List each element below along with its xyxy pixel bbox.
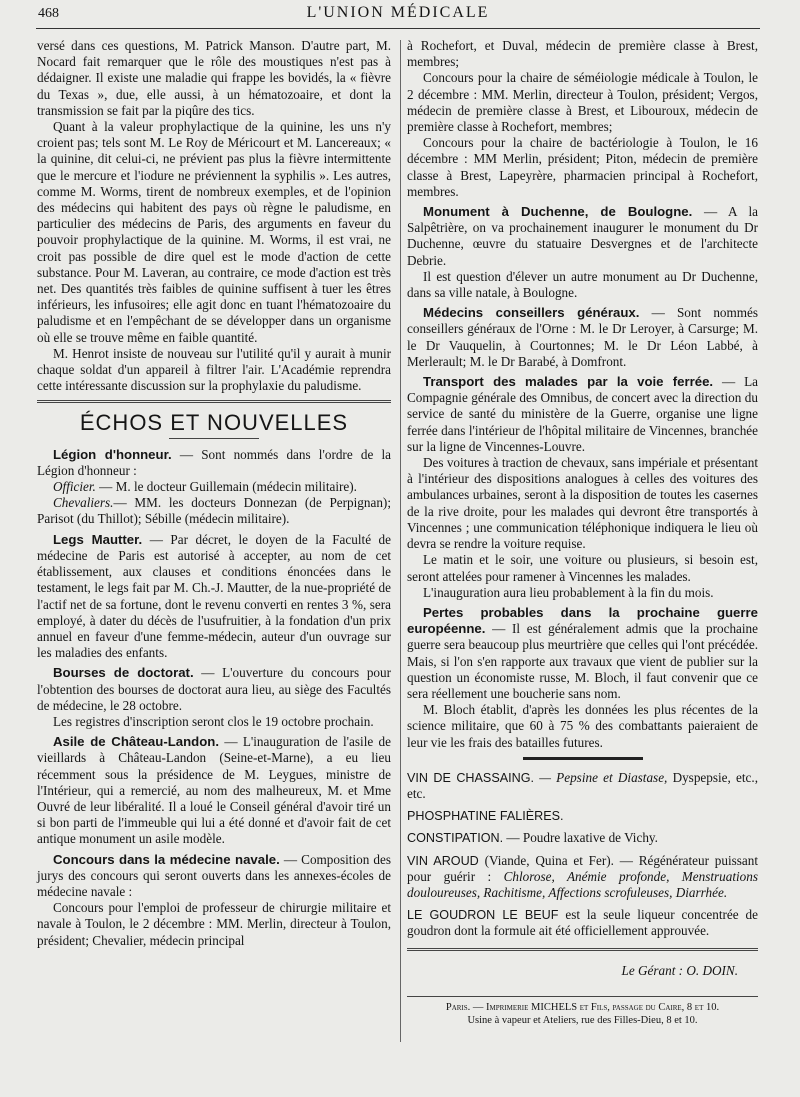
page-number: 468 xyxy=(38,6,59,21)
ad-item: VIN DE CHASSAING. — Pepsine et Diastase, Dyspepsie, etc., etc. xyxy=(407,769,758,801)
paragraph: M. Henrot insiste de nouveau sur l'utilité qu'il y aurait à munir chaque soldat d'un appareil à filtrer l'air. L'Académie reprendra cette intéressante discussion sur la prophylaxie du paludisme. xyxy=(37,345,391,394)
item-title: Asile de Château-Landon. xyxy=(53,734,219,750)
ad-item: VIN AROUD (Viande, Quina et Fer). — Régénérateur puissant pour guérir : Chlorose, Anémie profonde, Menstruations douloureuses, Rachitisme, Affections scrofuleuses, Diarrhée. xyxy=(407,852,759,900)
news-item: Asile de Château-Landon. — L'inauguration de l'asile de vieillards à Château-Landon (Seine-et-Marne), a eu lieu récemment sous la présidence de M. Leygues, ministre de l'Intérieur, qui a remercié, au nom des malheureux, M. et Mme Ouvré de leur libéralité. Il a loué le Conseil général d'avoir tiré un si bon parti de l'immeuble qui lui a été donné et d'avoir fait de cet antique monument un asile modèle. xyxy=(37,734,392,847)
news-item: Officier. — M. le docteur Guillemain (médecin militaire). xyxy=(53,479,357,495)
section-divider xyxy=(523,757,643,760)
section-divider xyxy=(407,948,758,951)
section-title: ÉCHOS ET NOUVELLES xyxy=(79,410,349,436)
news-item: Bourses de doctorat. — L'ouverture du concours pour l'obtention des bourses de doctorat aura lieu, au siège des Facultés de médecine, le 28 octobre. xyxy=(37,665,391,713)
paragraph: Concours pour la chaire de séméiologie médicale à Toulon, le 2 décembre : MM. Merlin, directeur à Toulon, président; Vergos, médecin de première classe à Brest, et Libouroux, médecin de première classe à Rochefort, membres; xyxy=(407,70,758,135)
paragraph: Il est question d'élever un autre monument au Dr Duchenne, dans sa ville natale, à Boulogne. xyxy=(407,268,758,301)
running-title: L'UNION MÉDICALE xyxy=(306,4,490,21)
left-column xyxy=(37,38,391,949)
paragraph: versé dans ces questions, M. Patrick Manson. D'autre part, M. Nocard fait remarquer que le rôle des moustiques n'est pas à dédaigner. Il existe une maladie qui frappe les bovidés, la « fièvre du Texas », due, elle aussi, à un hématozoaire, et dont la transmission se fait par la piqûre des tics. xyxy=(37,38,391,118)
news-item: Pertes probables dans la prochaine guerre européenne. — Il est généralement admis que la prochaine guerre sera beaucoup plus meurtrière que celles qui l'ont précédée. Mais, si l'on s'en rapporte aux travaux que vient de publier sur la question un économiste russe, M. Bloch, il faut convenir que ce sera réellement une boucherie sans nom. xyxy=(407,604,758,701)
paragraph: à Rochefort, et Duval, médecin de première classe à Brest, membres; xyxy=(407,38,758,70)
paragraph: Concours pour l'emploi de professeur de chirurgie militaire et navale à Toulon, le 2 décembre : MM. Merlin, directeur à Toulon, président; Chevalier, médecin principal xyxy=(37,900,391,948)
paragraph: Les registres d'inscription seront clos le 19 octobre prochain. xyxy=(53,713,374,729)
news-item: Monument à Duchenne, de Boulogne. — A la Salpêtrière, on va prochainement inaugurer le monument du Dr Duchenne, œuvre du statuaire Desvergnes et de l'architecte Debrie. xyxy=(407,204,758,268)
news-item: Chevaliers.— MM. les docteurs Donnezan (de Perpignan); Parisot (du Thillot); Sébille (médecin militaire). xyxy=(37,495,391,527)
paragraph: Quant à la valeur prophylactique de la quinine, les uns n'y croient pas; tels sont M. Le Roy de Méricourt et M. Lancereaux; « la quinine, dit celui-ci, ne prévient pas plus la fièvre intermittente que le mercure et l'iodure ne préviennent la syphilis ». Les autres, comme M. Worms, tirent de nombreux exemples, et de l'opinion des médecins qui habitent des pays où règne le paludisme, en particulier des médecins de Paris, des arguments en faveur du pouvoir prophylactique de la quinine. M. Worms, il est vrai, ne croit pas possible de dire quel est le mode d'action de cette substance. Pour M. Laveran, au contraire, ce mode d'action est très net. Des quantités très faibles de quinine suffisent à tuer les êtres inférieurs, les infusoires; elle agit donc en tuant l'hématozoaire du paludisme et en l'empêchant de se développer dans un organisme où elle se trouve même en faible quantité. xyxy=(37,119,391,345)
page-header xyxy=(38,4,758,26)
printer-imprint: Paris. — Imprimerie MICHELS et Fils, passage du Caire, 8 et 10. Usine à vapeur et Ateliers, rue des Filles-Dieu, 8 et 10. xyxy=(407,996,758,1027)
ad-item: LE GOUDRON LE BEUF est la seule liqueur concentrée de goudron dont la formule ait été officiellement approuvée. xyxy=(407,907,758,939)
right-column xyxy=(407,38,758,979)
header-rule xyxy=(36,28,760,29)
advertisements xyxy=(407,770,758,940)
paragraph: M. Bloch établit, d'après les données les plus récentes de la science militaire, que 60 à 75 % des combattants paieraient de leur vie les frais des batailles futures. xyxy=(407,702,758,750)
title-underline xyxy=(169,438,259,439)
news-item: Légion d'honneur. — Sont nommés dans l'ordre de la Légion d'honneur : xyxy=(37,446,392,478)
gerant-signature: Le Gérant : O. DOIN. xyxy=(621,962,738,978)
item-title: Pertes probables dans la prochaine guerre européenne. xyxy=(407,604,758,637)
section-divider xyxy=(37,400,391,403)
item-title: Médecins conseillers généraux. xyxy=(423,305,640,321)
paragraph: L'inauguration aura lieu probablement à la fin du mois. xyxy=(423,584,714,600)
item-title: Concours dans la médecine navale. xyxy=(53,851,280,867)
news-item: Médecins conseillers généraux. — Sont nommés conseillers généraux de l'Orne : M. le Dr Leroyer, à Carsurge; M. le Dr Vauquelin, à Courtonnes; M. le Dr Léon Labbé, à Merlerault; M. le Dr Barabé, à Domfront. xyxy=(407,305,759,369)
column-divider xyxy=(400,40,401,1042)
item-title: Bourses de doctorat. xyxy=(53,665,194,681)
news-item: Concours dans la médecine navale. — Composition des jurys des concours qui seront ouverts dans les annexes-écoles de médecine navale : xyxy=(37,851,391,899)
item-title: Transport des malades par la voie ferrée. xyxy=(423,374,714,390)
ad-item: PHOSPHATINE FALIÈRES. xyxy=(407,809,564,824)
paragraph: Des voitures à traction de chevaux, sans impériale et présentant à l'intérieur des dispositions analogues à celles des voitures des ambulances urbaines, seront à la disposition de toutes les casernes de la rive droite, pour les malades qui devront être transportés à Vincennes ; une communication téléphonique indiquera le lieu où devra se rendre la voiture requise. xyxy=(407,455,758,552)
paragraph: Le matin et le soir, une voiture ou plusieurs, si besoin est, seront attelées pour ramener à Vincennes les malades. xyxy=(407,552,758,584)
item-title: Legs Mautter. xyxy=(53,531,143,547)
item-title: Monument à Duchenne, de Boulogne. xyxy=(423,204,693,220)
item-title: Légion d'honneur. xyxy=(53,446,172,462)
news-item: Legs Mautter. — Par décret, le doyen de la Faculté de médecine de Paris est autorisé à accepter, au nom de cet établissement, aux clauses et conditions énoncées dans le testament, le legs fait par M. Ch.-J. Mautter, de la nue-propriété de l'actif net de sa fortune, dont le revenu converti en rentes 3 %, sera employé, à dater du décès de l'usufruitier, à la fondation d'un prix annuel en faveur d'une femme-médecin, auteur d'un ouvrage sur les maladies des enfants. xyxy=(37,531,391,661)
ad-item: CONSTIPATION. — Poudre laxative de Vichy. xyxy=(407,830,658,846)
news-item: Transport des malades par la voie ferrée. — La Compagnie générale des Omnibus, de concert avec la direction du service de santé du ministère de la Guerre, organise une ligne ferrée dans l'intérieur de l'hôpital militaire de Vincennes, branchée sur la ligne de Vincennes-Louvre. xyxy=(407,374,758,454)
paragraph: Concours pour la chaire de bactériologie à Toulon, le 16 décembre : MM Merlin, président; Piton, médecin de première classe à Brest, Lapeyrère, pharmacien principal à Rochefort, membres. xyxy=(407,135,758,199)
